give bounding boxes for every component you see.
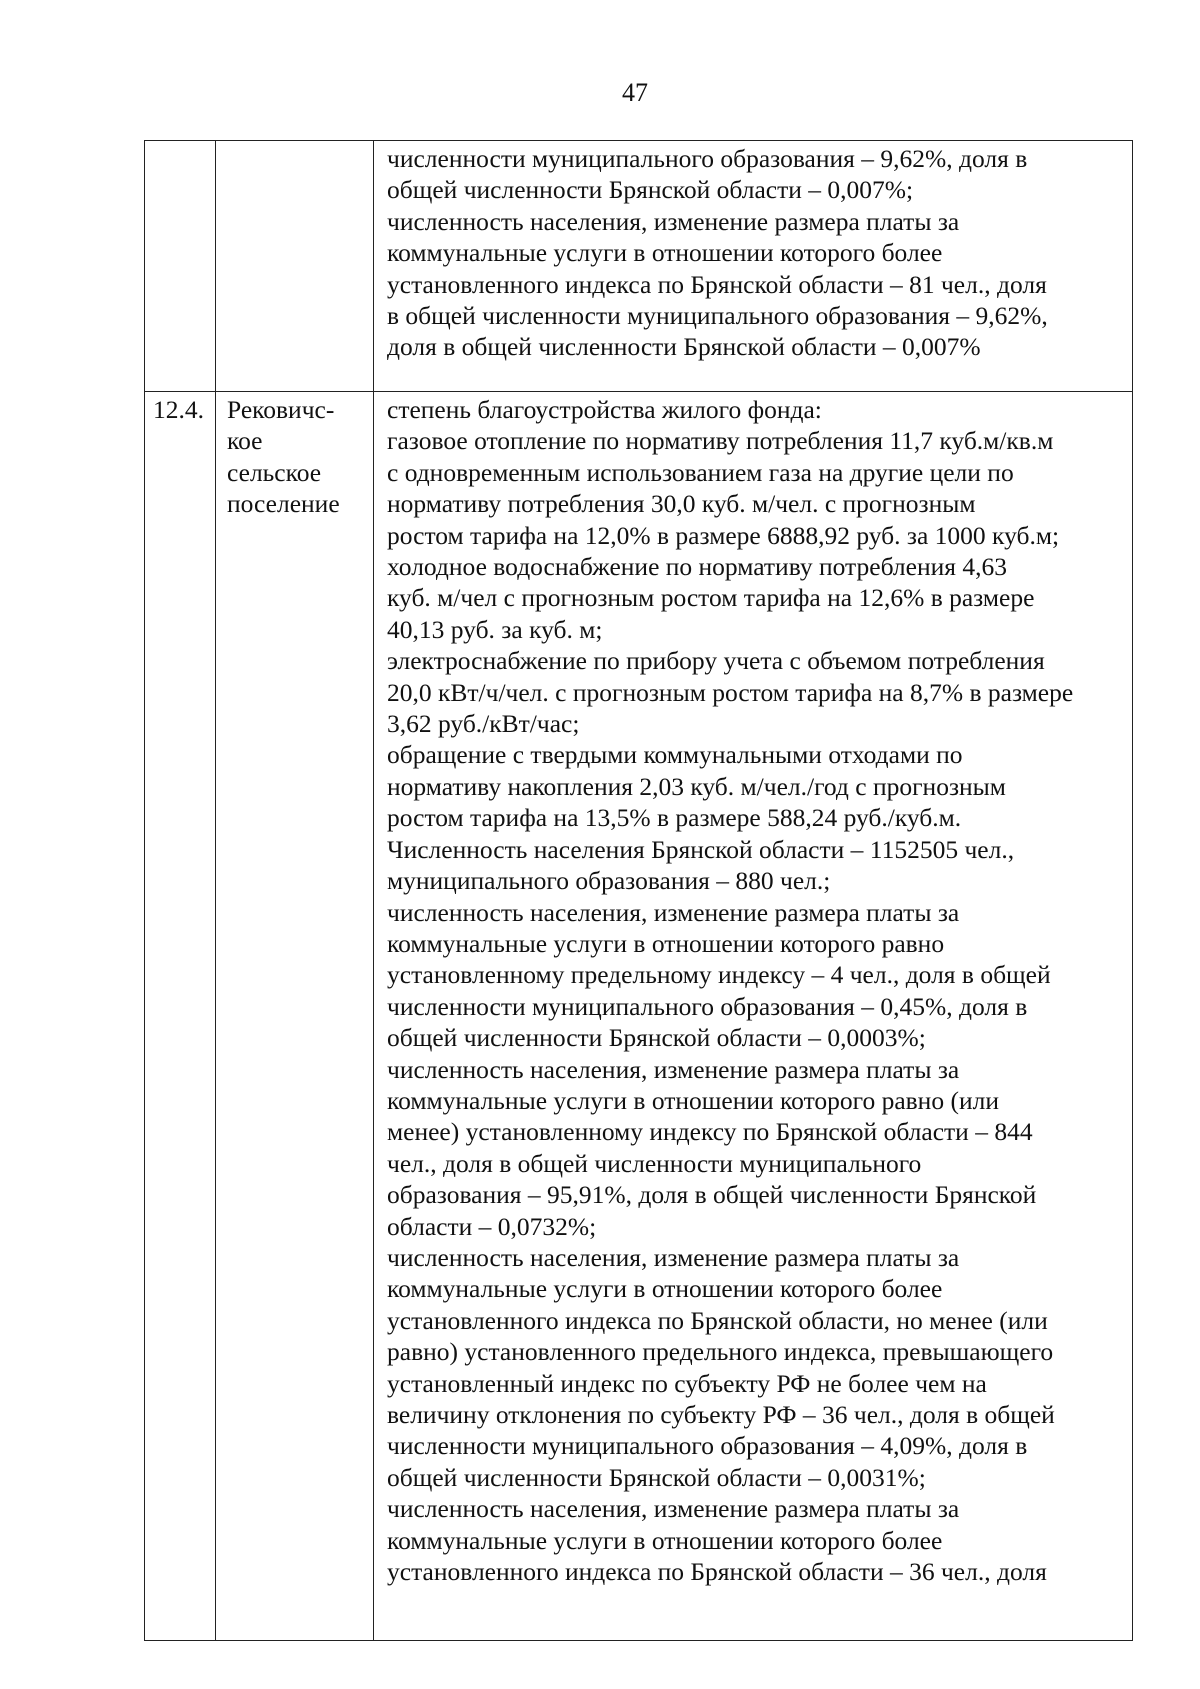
table-row-12-4 bbox=[145, 392, 1133, 1641]
description-line: с одновременным использованием газа на другие цели по bbox=[387, 457, 1014, 487]
description-line: численности муниципального образования – 9,62%, доля в bbox=[387, 144, 1028, 173]
description-line: Численность населения Брянской области – 1152505 чел., bbox=[387, 834, 1015, 864]
description-line: обращение с твердыми коммунальными отходами по bbox=[387, 740, 963, 770]
description-line: менее) установленному индексу по Брянской области – 844 bbox=[387, 1117, 1033, 1147]
description-line: коммунальные услуги в отношении которого равно (или bbox=[387, 1085, 999, 1115]
description-line: величину отклонения по субъекту РФ – 36 чел., доля в общей bbox=[387, 1400, 1055, 1429]
description-line: установленный индекс по субъекту РФ не более чем на bbox=[387, 1368, 987, 1398]
settlement-name-cell bbox=[216, 392, 374, 1641]
row-number-cell bbox=[145, 141, 216, 392]
settlement-name-line: Рековичс- bbox=[227, 395, 335, 424]
table-row-continuation bbox=[145, 141, 1133, 392]
description-line: в общей численности муниципального образования – 9,62%, bbox=[387, 301, 1048, 331]
description-line: численность населения, изменение размера платы за bbox=[387, 897, 960, 927]
description-line: образования – 95,91%, доля в общей численности Брянской bbox=[387, 1180, 1037, 1210]
description-line: коммунальные услуги в отношении которого равно bbox=[387, 928, 945, 958]
description-line: установленному предельному индексу – 4 чел., доля в общей bbox=[387, 960, 1051, 990]
description-line: ростом тарифа на 13,5% в размере 588,24 руб./куб.м. bbox=[387, 803, 962, 833]
description-line: нормативу потребления 30,0 куб. м/чел. с прогнозным bbox=[387, 489, 976, 519]
description-line: численности муниципального образования – 4,09%, доля в bbox=[387, 1431, 1028, 1461]
description-cell bbox=[374, 392, 1133, 1641]
description-line: установленного индекса по Брянской области – 81 чел., доля bbox=[387, 269, 1047, 299]
settlement-name-line: кое bbox=[227, 426, 263, 456]
document-table bbox=[144, 140, 1133, 1641]
description-line: коммунальные услуги в отношении которого более bbox=[387, 1525, 943, 1555]
description-line: 20,0 кВт/ч/чел. с прогнозным ростом тарифа на 8,7% в размере bbox=[387, 677, 1074, 707]
description-line: численность населения, изменение размера платы за bbox=[387, 1242, 960, 1272]
description-line: численность населения, изменение размера платы за bbox=[387, 1494, 960, 1524]
description-line: нормативу накопления 2,03 куб. м/чел./год с прогнозным bbox=[387, 771, 1006, 801]
description-line: численности муниципального образования – 0,45%, доля в bbox=[387, 991, 1028, 1021]
description-line: общей численности Брянской области – 0,0003%; bbox=[387, 1023, 926, 1053]
settlement-name-cell bbox=[216, 141, 374, 392]
description-line: 40,13 руб. за куб. м; bbox=[387, 614, 603, 644]
description-line: численность населения, изменение размера платы за bbox=[387, 206, 960, 236]
row-number-cell: 12.4. bbox=[145, 392, 216, 1641]
description-line: доля в общей численности Брянской области – 0,007% bbox=[387, 332, 981, 362]
description-line: установленного индекса по Брянской области – 36 чел., доля bbox=[387, 1557, 1047, 1587]
description-line: степень благоустройства жилого фонда: bbox=[387, 395, 822, 424]
description-line: куб. м/чел с прогнозным ростом тарифа на 12,6% в размере bbox=[387, 583, 1035, 613]
description-line: холодное водоснабжение по нормативу потребления 4,63 bbox=[387, 552, 1007, 582]
description-line: электроснабжение по прибору учета с объемом потребления bbox=[387, 646, 1045, 676]
description-line: равно) установленного предельного индекса, превышающего bbox=[387, 1337, 1054, 1367]
description-cell bbox=[374, 141, 1133, 392]
description-line: муниципального образования – 880 чел.; bbox=[387, 866, 831, 896]
description-line: области – 0,0732%; bbox=[387, 1211, 597, 1241]
description-line: установленного индекса по Брянской области, но менее (или bbox=[387, 1305, 1048, 1335]
description-line: коммунальные услуги в отношении которого более bbox=[387, 1274, 943, 1304]
description-line: ростом тарифа на 12,0% в размере 6888,92 руб. за 1000 куб.м; bbox=[387, 520, 1060, 550]
description-line: коммунальные услуги в отношении которого более bbox=[387, 238, 943, 268]
description-line: 3,62 руб./кВт/час; bbox=[387, 709, 580, 739]
settlement-name-line: сельское bbox=[227, 457, 322, 487]
description-line: чел., доля в общей численности муниципального bbox=[387, 1148, 922, 1178]
description-line: общей численности Брянской области – 0,007%; bbox=[387, 175, 914, 205]
description-line: численность населения, изменение размера платы за bbox=[387, 1054, 960, 1084]
page-number: 47 bbox=[622, 78, 648, 107]
description-line: газовое отопление по нормативу потребления 11,7 куб.м/кв.м bbox=[387, 426, 1054, 456]
description-line: общей численности Брянской области – 0,0031%; bbox=[387, 1462, 926, 1492]
settlement-name-line: поселение bbox=[227, 489, 340, 519]
